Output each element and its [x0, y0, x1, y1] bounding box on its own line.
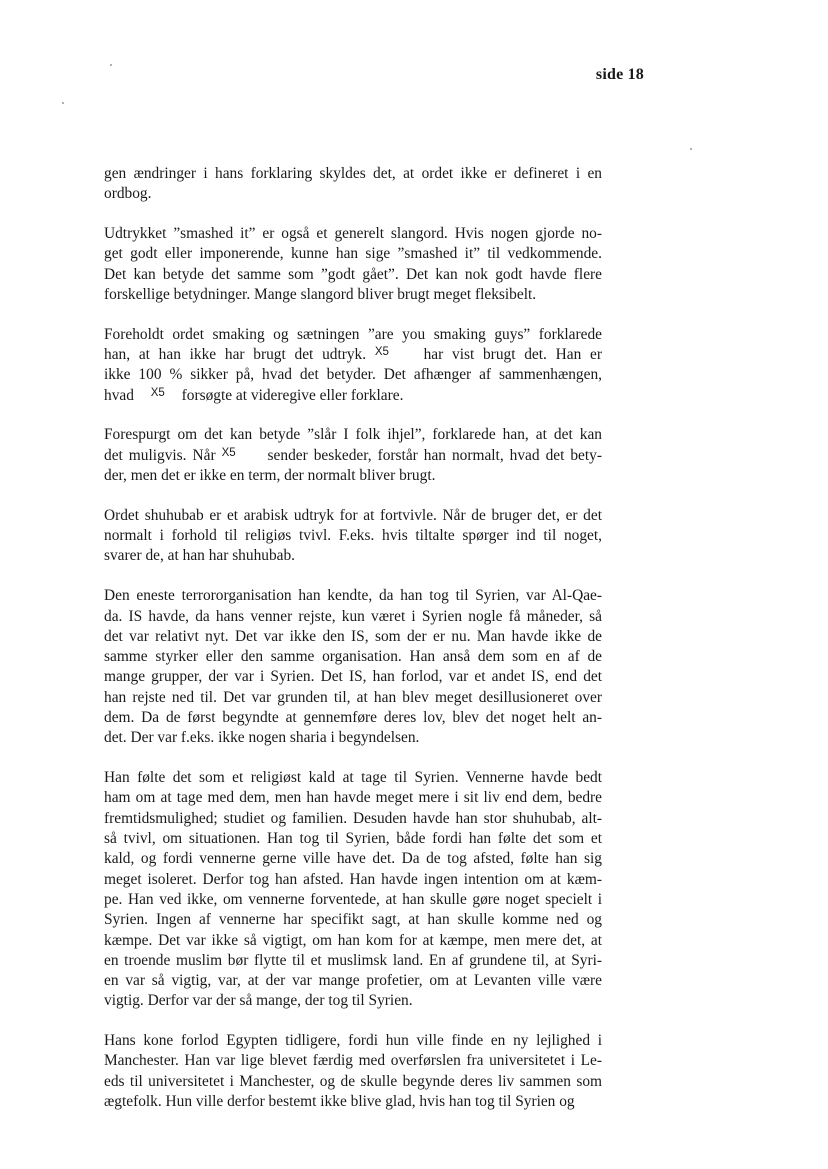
text-line: Ordet shuhubab er et arabisk udtryk for at fortvivle. Når de bruger det, er det: [104, 506, 602, 524]
document-body: [104, 164, 602, 1132]
redacted-name-marker: X5: [150, 386, 165, 399]
redacted-name-marker: X5: [221, 446, 236, 459]
paragraph: [104, 768, 602, 1012]
text-segment: han, at han ikke har brugt det udtryk.: [104, 346, 367, 364]
text-line: meget isoleret. Derfor tog han afsted. Han havde ingen intention om at kæm-: [104, 870, 602, 888]
text-line: så tvivl, om situationen. Han tog til Syrien, både fordi han følte det som et: [104, 830, 602, 848]
text-line: ægtefolk. Hun ville derfor bestemt ikke blive glad, hvis han tog til Syrien og: [104, 1093, 575, 1111]
paragraph: [104, 164, 602, 205]
redacted-name-marker: X5: [374, 346, 389, 359]
text-line: Udtrykket ”smashed it” er også et generelt slangord. Hvis nogen gjorde no-: [104, 225, 602, 243]
text-line: [104, 386, 602, 406]
text-line: [104, 446, 602, 466]
text-line: Det kan betyde det samme som ”godt gået”. Det kan nok godt havde flere: [104, 265, 602, 283]
text-line: mange grupper, der var i Syrien. Det IS, han forlod, var et andet IS, end det: [104, 668, 602, 686]
text-line: pe. Han ved ikke, om vennerne forventede, at han skulle gøre noget specielt i: [104, 890, 602, 908]
paragraph: [104, 1031, 602, 1112]
text-line: Han følte det som et religiøst kald at tage til Syrien. Vennerne havde bedt: [104, 769, 602, 787]
scan-speck: [690, 148, 692, 150]
text-line: eds til universitetet i Manchester, og de skulle begynde deres liv sammen som: [104, 1072, 602, 1090]
paragraph: [104, 506, 602, 567]
text-line: kald, og fordi vennerne gerne ville have det. Da de tog afsted, følte han sig: [104, 850, 602, 868]
text-segment: hvad: [104, 386, 134, 404]
text-line: ordbog.: [104, 185, 152, 203]
text-line: da. IS havde, da hans venner rejste, kun været i Syrien nogle få måneder, så: [104, 607, 602, 625]
text-line: vigtig. Derfor var der så mange, der tog til Syrien.: [104, 992, 413, 1010]
text-segment: det muligvis. Når: [104, 446, 216, 464]
text-line: Forespurgt om det kan betyde ”slår I folk ihjel”, forklarede han, at det kan: [104, 426, 602, 444]
text-line: svarer de, at han har shuhubab.: [104, 547, 296, 565]
text-segment: forsøgte at videregive eller forklare.: [181, 386, 404, 404]
scan-speck: [62, 102, 64, 104]
text-segment: sender beskeder, forstår han normalt, hvad det bety-: [267, 446, 602, 464]
page-number: side 18: [595, 66, 644, 83]
text-line: en troende muslim bør flytte til et muslimsk land. En af grundene til, at Syri-: [104, 951, 602, 969]
text-line: Foreholdt ordet smaking og sætningen ”are you smaking guys” forklarede: [104, 325, 602, 343]
text-line: Manchester. Han var lige blevet færdig med overførslen fra universitetet i Le-: [104, 1052, 602, 1070]
text-line: ikke 100 % sikker på, hvad det betyder. Det afhænger af sammenhængen,: [104, 366, 602, 384]
text-line: ham om at tage med dem, men han havde meget mere i sit liv end dem, bedre: [104, 789, 602, 807]
text-line: kæmpe. Det var ikke så vigtigt, om han kom for at kæmpe, men mere det, at: [104, 931, 602, 949]
text-line: han rejste ned til. Det var grunden til, at han blev meget desillusioneret over: [104, 688, 602, 706]
text-line: Den eneste terrororganisation han kendte, da han tog til Syrien, var Al-Qae-: [104, 587, 602, 605]
text-line: det. Der var f.eks. ikke nogen sharia i begyndelsen.: [104, 729, 420, 747]
text-line: [104, 345, 602, 365]
text-line: forskellige betydninger. Mange slangord bliver brugt meget fleksibelt.: [104, 285, 537, 303]
text-segment: har vist brugt det. Han er: [423, 346, 602, 364]
paragraph: [104, 586, 602, 748]
paragraph: [104, 224, 602, 305]
text-line: gen ændringer i hans forklaring skyldes det, at ordet ikke er defineret i en: [104, 165, 602, 182]
text-line: der, men det er ikke en term, der normalt bliver brugt.: [104, 467, 436, 485]
text-line: samme styrker eller den samme organisation. Han anså dem som en af de: [104, 648, 602, 666]
text-line: det var relativt nyt. Det var ikke den IS, som der er nu. Man havde ikke de: [104, 627, 602, 645]
scan-speck: [110, 64, 112, 66]
text-line: normalt i forhold til religiøs tvivl. F.eks. hvis tiltalte spørger ind til noget,: [104, 527, 602, 545]
text-line: dem. Da de først begyndte at gennemføre deres lov, blev det noget helt an-: [104, 709, 602, 727]
text-line: Hans kone forlod Egypten tidligere, fordi hun ville finde en ny lejlighed i: [104, 1032, 602, 1050]
paragraph: [104, 325, 602, 406]
text-line: get godt eller imponerende, kunne han sige ”smashed it” til vedkommende.: [104, 245, 602, 263]
text-line: en var så vigtig, var, at der var mange profetier, om at Levanten ville være: [104, 972, 602, 990]
text-line: Syrien. Ingen af vennerne har specifikt sagt, at han skulle komme ned og: [104, 911, 602, 929]
paragraph: [104, 425, 602, 486]
text-line: fremtidsmulighed; studiet og familien. Desuden havde han stor shuhubab, alt-: [104, 809, 602, 827]
